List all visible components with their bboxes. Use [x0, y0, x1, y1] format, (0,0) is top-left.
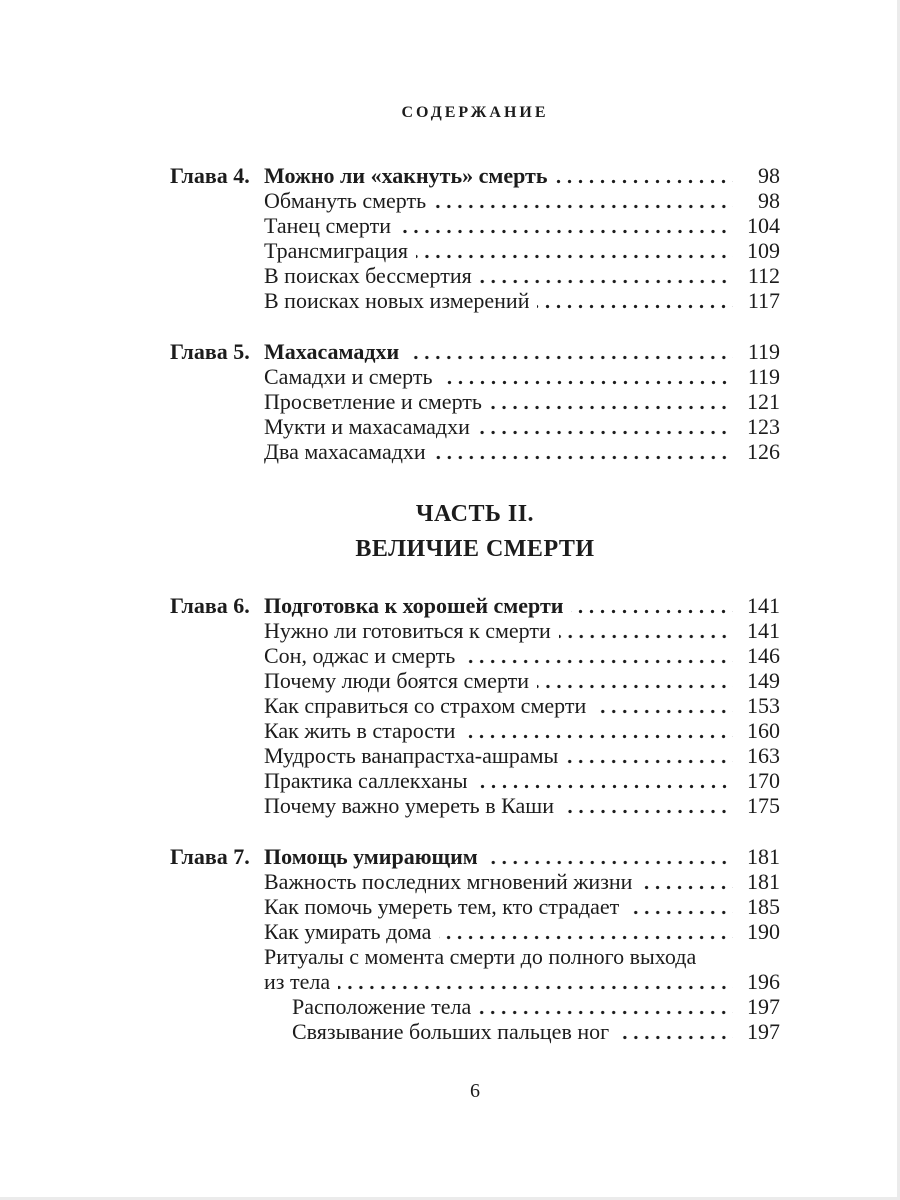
dot-leader — [562, 809, 733, 814]
dot-leader — [490, 405, 733, 410]
toc-entry — [170, 994, 780, 1019]
entry-title: Важность последних мгновений жизни — [264, 869, 633, 894]
toc-entry — [170, 238, 780, 263]
toc-entry — [170, 793, 780, 818]
page-number: 98 — [758, 163, 780, 188]
entry-title: Самадхи и смерть — [264, 364, 433, 389]
entry-title: Махасамадхи — [264, 339, 400, 364]
page-number: 104 — [747, 213, 780, 238]
toc-entry — [170, 188, 780, 213]
page-number: 185 — [747, 894, 780, 919]
dot-leader — [617, 1035, 733, 1040]
toc-entry — [170, 364, 780, 389]
page-number: 123 — [747, 414, 780, 439]
dot-leader — [640, 885, 733, 890]
entry-title: Как помочь умереть тем, кто страдает — [264, 894, 620, 919]
dot-leader — [434, 455, 733, 460]
toc-entry — [170, 768, 780, 793]
page-number: 146 — [747, 643, 780, 668]
page-number: 117 — [747, 288, 780, 313]
toc-entry — [170, 869, 780, 894]
toc-entry — [170, 668, 780, 693]
chapter-group — [170, 339, 780, 464]
entry-title: В поисках бессмертия — [264, 263, 472, 288]
entry-title: Мукти и махасамадхи — [264, 414, 470, 439]
entry-title: Два махасамадхи — [264, 439, 426, 464]
dot-leader — [594, 709, 733, 714]
page-number: 153 — [747, 693, 780, 718]
dot-leader — [478, 430, 733, 435]
dot-leader — [486, 860, 733, 865]
chapter-label: Глава 5. — [170, 339, 250, 364]
chapter-group — [170, 163, 780, 313]
page-number: 121 — [747, 389, 780, 414]
entry-title: Почему люди боятся смерти — [264, 668, 530, 693]
entry-title: Подготовка к хорошей смерти — [264, 593, 564, 618]
toc-entry — [170, 969, 780, 994]
page-number: 109 — [747, 238, 780, 263]
dot-leader — [571, 609, 733, 614]
toc-entry — [170, 894, 780, 919]
page-number: 149 — [747, 668, 780, 693]
toc-entry — [170, 693, 780, 718]
dot-leader — [439, 935, 733, 940]
chapter-label: Глава 7. — [170, 844, 250, 869]
toc-entry — [170, 844, 780, 869]
toc-entry — [170, 288, 780, 313]
entry-title: Как справиться со страхом смерти — [264, 693, 587, 718]
page-number: 181 — [747, 844, 780, 869]
page-number: 196 — [747, 969, 780, 994]
contents-title: СОДЕРЖАНИЕ — [401, 104, 549, 121]
entry-title: Можно ли «хакнуть» смерть — [264, 163, 548, 188]
dot-leader — [537, 304, 733, 309]
dot-leader — [537, 684, 733, 689]
entry-title: Нужно ли готовиться к смерти — [264, 618, 551, 643]
dot-leader — [476, 784, 734, 789]
page-number: 141 — [747, 618, 780, 643]
entry-title: Связывание больших пальцев ног — [292, 1019, 610, 1044]
dot-leader — [463, 659, 733, 664]
dot-leader — [479, 1010, 733, 1015]
entry-title: Мудрость ванапрастха-ашрамы — [264, 743, 559, 768]
page-number: 141 — [747, 593, 780, 618]
dot-leader — [480, 279, 733, 284]
part-heading-line: ВЕЛИЧИЕ СМЕРТИ — [355, 536, 595, 562]
chapter-group — [170, 844, 780, 1044]
page-number: 163 — [747, 743, 780, 768]
dot-leader — [416, 254, 733, 259]
page-number: 197 — [747, 1019, 780, 1044]
toc-entry — [170, 919, 780, 944]
dot-leader — [441, 380, 733, 385]
entry-title: из тела — [264, 969, 331, 994]
page-number: 181 — [747, 869, 780, 894]
dot-leader — [559, 634, 733, 639]
entry-title: Трансмиграция — [264, 238, 409, 263]
part-heading-line: ЧАСТЬ II. — [415, 501, 535, 527]
page-number: 119 — [747, 339, 780, 364]
entry-title: В поисках новых измерений — [264, 288, 530, 313]
dot-leader — [434, 204, 733, 209]
entry-title: Ритуалы с момента смерти до полного выхода — [264, 944, 697, 969]
entry-title: Обмануть смерть — [264, 188, 427, 213]
toc-entry — [170, 213, 780, 238]
entry-title: Сон, оджас и смерть — [264, 643, 456, 668]
toc-entry — [170, 263, 780, 288]
dot-leader — [463, 734, 733, 739]
toc-entry — [170, 944, 780, 969]
toc-entry — [170, 593, 780, 618]
dot-leader — [704, 960, 733, 965]
entry-title: Как жить в старости — [264, 718, 456, 743]
page-number: 112 — [747, 263, 780, 288]
dot-leader — [338, 985, 733, 990]
toc-entry — [170, 1019, 780, 1044]
toc-entry — [170, 718, 780, 743]
toc-entry — [170, 389, 780, 414]
part-heading — [170, 497, 780, 567]
entry-title: Как умирать дома — [264, 919, 432, 944]
toc-entry — [170, 163, 780, 188]
page-number: 119 — [747, 364, 780, 389]
page-number: 197 — [747, 994, 780, 1019]
entry-title: Танец смерти — [264, 213, 392, 238]
entry-title: Почему важно умереть в Каши — [264, 793, 554, 818]
toc-entry — [170, 743, 780, 768]
entry-title: Просветление и смерть — [264, 389, 482, 414]
page-number: 126 — [747, 439, 780, 464]
entry-title: Практика саллекханы — [264, 768, 468, 793]
dot-leader — [627, 910, 733, 915]
toc-entry — [170, 414, 780, 439]
chapter-label: Глава 6. — [170, 593, 250, 618]
chapter-label: Глава 4. — [170, 163, 250, 188]
toc — [170, 163, 780, 1044]
page-number: 98 — [758, 188, 780, 213]
entry-title: Помощь умирающим — [264, 844, 478, 869]
toc-entry — [170, 643, 780, 668]
toc-entry — [170, 439, 780, 464]
entry-title: Расположение тела — [292, 994, 472, 1019]
toc-entry — [170, 339, 780, 364]
page-number: 190 — [747, 919, 780, 944]
page-number: 175 — [747, 793, 780, 818]
dot-leader — [555, 179, 733, 184]
dot-leader — [407, 355, 733, 360]
chapter-group — [170, 593, 780, 818]
page-number: 170 — [747, 768, 780, 793]
page-number: 160 — [747, 718, 780, 743]
dot-leader — [399, 229, 733, 234]
page-folio: 6 — [470, 1080, 480, 1102]
dot-leader — [566, 759, 733, 764]
toc-entry — [170, 618, 780, 643]
